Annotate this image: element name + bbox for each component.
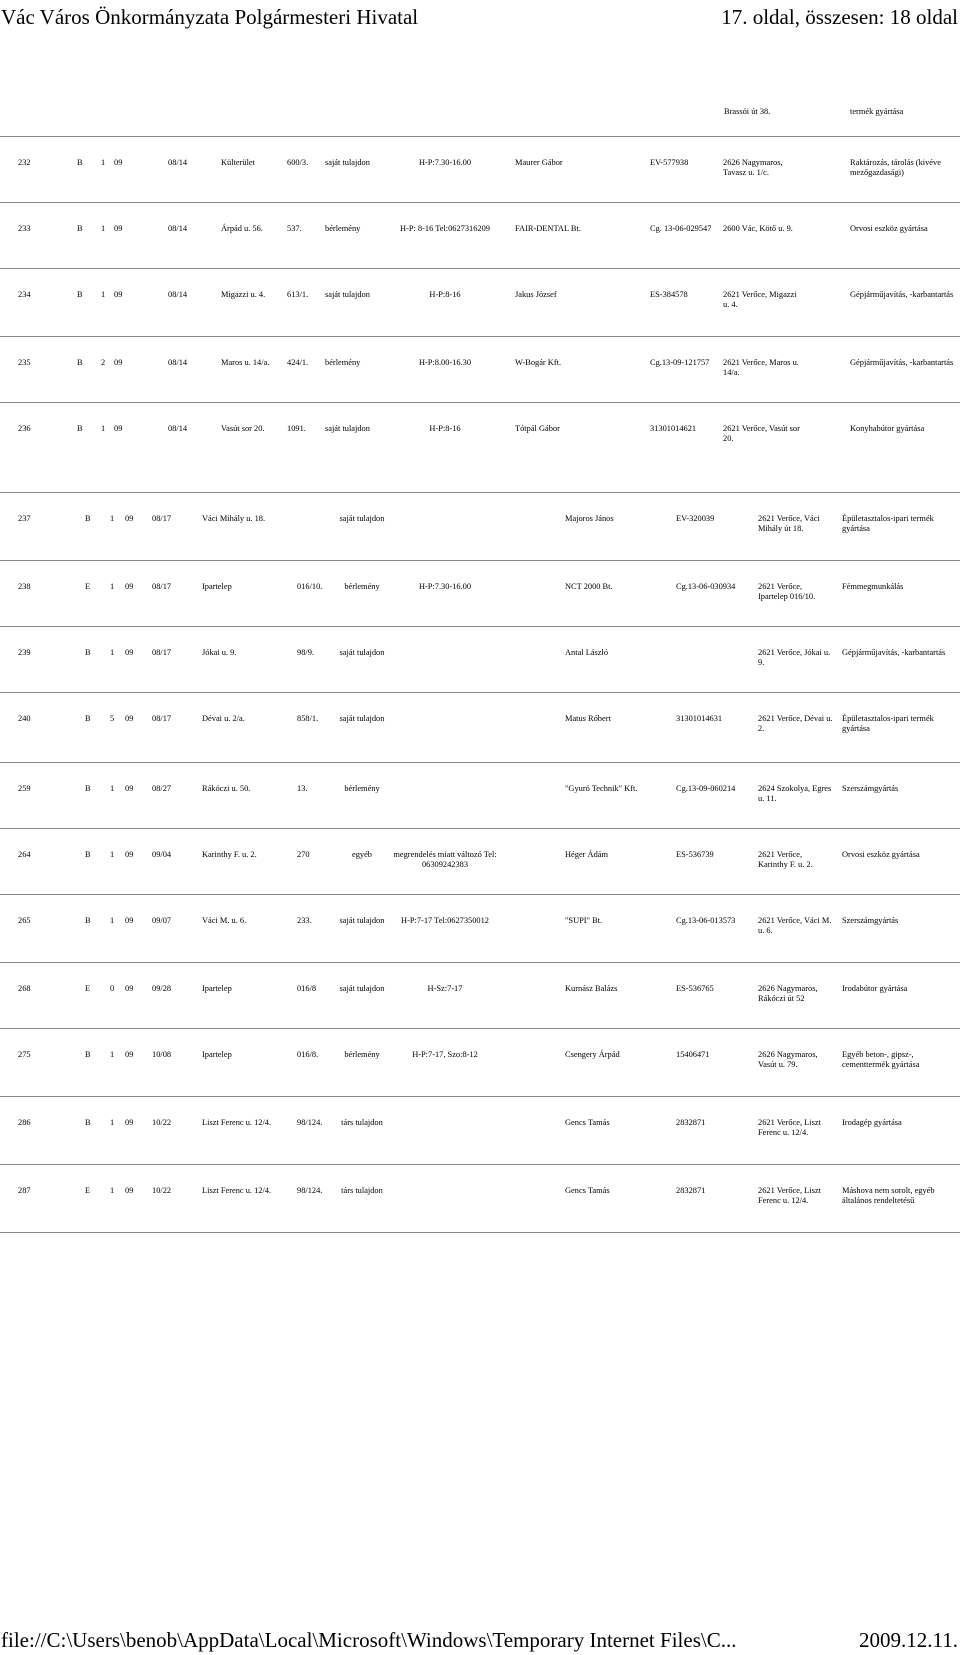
type-code: B bbox=[85, 514, 91, 523]
operator-address: 2624 Szokolya, Egres u. 11. bbox=[758, 784, 832, 803]
date: 08/17 bbox=[152, 714, 172, 723]
operator-address: 2626 Nagymaros, Vasút u. 79. bbox=[758, 1050, 818, 1069]
opening-hours: H-P:7-17 Tel:0627350012 bbox=[401, 916, 489, 925]
registration-number: 15406471 bbox=[676, 1050, 710, 1059]
opening-hours: H-P:7.30-16.00 bbox=[418, 158, 472, 167]
site-address: Liszt Ferenc u. 12/4. bbox=[202, 1186, 272, 1195]
operator-address: 2621 Verőce, Ipartelep 016/10. bbox=[758, 582, 816, 601]
type-code: B bbox=[85, 784, 91, 793]
ownership: egyéb bbox=[352, 850, 372, 859]
operator-name: Antal László bbox=[565, 648, 609, 657]
ownership: saját tulajdon bbox=[339, 984, 385, 993]
parcel-number: 233. bbox=[297, 916, 312, 925]
year: 09 bbox=[125, 582, 134, 591]
activity: Épületasztalos-ipari termék gyártása bbox=[842, 514, 934, 533]
site-address: Váci M. u. 6. bbox=[202, 916, 247, 925]
continued-activity: termék gyártása bbox=[850, 107, 904, 116]
site-address: Ipartelep bbox=[202, 1050, 232, 1059]
opening-hours: megrendelés miatt változó Tel: 06309242383 bbox=[393, 850, 497, 869]
ownership: saját tulajdon bbox=[339, 514, 385, 523]
date: 08/17 bbox=[152, 514, 172, 523]
year: 09 bbox=[114, 358, 123, 367]
year: 09 bbox=[125, 648, 134, 657]
ownership: bérlemény bbox=[344, 784, 380, 793]
operator-name: FAIR-DENTAL Bt. bbox=[515, 224, 581, 233]
operator-address: 2621 Verőce, Maros u. 14/a. bbox=[723, 358, 799, 377]
operator-address: 2621 Verőce, Dévai u. 2. bbox=[758, 714, 833, 733]
operator-name: Héger Ádám bbox=[565, 850, 609, 859]
year: 09 bbox=[114, 290, 123, 299]
row-separator bbox=[0, 492, 960, 493]
ownership: saját tulajdon bbox=[339, 916, 385, 925]
row-separator bbox=[0, 336, 960, 337]
parcel-number: 613/1. bbox=[287, 290, 309, 299]
activity: Szerszámgyártás bbox=[842, 784, 899, 793]
site-address: Ipartelep bbox=[202, 984, 232, 993]
type-code: B bbox=[85, 850, 91, 859]
parcel-number: 858/1. bbox=[297, 714, 319, 723]
operator-name: "Gyuró Technik" Kft. bbox=[565, 784, 638, 793]
count: 1 bbox=[110, 916, 115, 925]
row-number: 287 bbox=[18, 1186, 31, 1195]
count: 1 bbox=[101, 224, 106, 233]
activity: Irodagép gyártása bbox=[842, 1118, 902, 1127]
type-code: E bbox=[85, 984, 91, 993]
activity: Gépjárműjavítás, -karbantartás bbox=[850, 358, 954, 367]
site-address: Dévai u. 2/a. bbox=[202, 714, 245, 723]
date: 09/07 bbox=[152, 916, 172, 925]
row-separator bbox=[0, 894, 960, 895]
type-code: B bbox=[85, 714, 91, 723]
opening-hours: H-P:7.30-16.00 bbox=[418, 582, 472, 591]
row-separator bbox=[0, 202, 960, 203]
year: 09 bbox=[125, 850, 134, 859]
row-separator bbox=[0, 962, 960, 963]
registration-number: Cg. 13-06-029547 bbox=[650, 224, 712, 233]
operator-name: "SUPI" Bt. bbox=[565, 916, 603, 925]
site-address: Külterület bbox=[221, 158, 255, 167]
activity: Máshova nem sorolt, egyéb általános rendeltetésű bbox=[842, 1186, 935, 1205]
operator-address: 2626 Nagymaros, Tavasz u. 1/c. bbox=[723, 158, 783, 177]
site-address: Maros u. 14/a. bbox=[221, 358, 270, 367]
operator-address: 2621 Verőce, Liszt Ferenc u. 12/4. bbox=[758, 1118, 821, 1137]
row-number: 232 bbox=[18, 158, 31, 167]
operator-name: Maurer Gábor bbox=[515, 158, 563, 167]
operator-address: 2621 Verőce, Váci Mihály út 18. bbox=[758, 514, 820, 533]
registration-number: Cg.13-09-060214 bbox=[676, 784, 736, 793]
date: 09/04 bbox=[152, 850, 172, 859]
date: 10/22 bbox=[152, 1186, 172, 1195]
type-code: B bbox=[85, 1050, 91, 1059]
site-address: Vasút sor 20. bbox=[221, 424, 265, 433]
type-code: B bbox=[77, 158, 83, 167]
parcel-number: 016/10. bbox=[297, 582, 323, 591]
site-address: Árpád u. 56. bbox=[221, 224, 263, 233]
date: 08/17 bbox=[152, 648, 172, 657]
opening-hours: H-P: 8-16 Tel:0627316209 bbox=[400, 224, 490, 233]
ownership: bérlemény bbox=[325, 358, 361, 367]
opening-hours: H-P:8-16 bbox=[429, 290, 461, 299]
year: 09 bbox=[125, 714, 134, 723]
operator-name: Majoros János bbox=[565, 514, 614, 523]
row-separator bbox=[0, 828, 960, 829]
operator-name: W-Bogár Kft. bbox=[515, 358, 562, 367]
ownership: bérlemény bbox=[325, 224, 361, 233]
operator-address: 2626 Nagymaros, Rákóczi út 52 bbox=[758, 984, 818, 1003]
ownership: saját tulajdon bbox=[325, 424, 370, 433]
count: 1 bbox=[110, 648, 115, 657]
registration-number: EV-320039 bbox=[676, 514, 715, 523]
site-address: Rákóczi u. 50. bbox=[202, 784, 251, 793]
date: 08/14 bbox=[168, 158, 188, 167]
date: 08/14 bbox=[168, 358, 188, 367]
opening-hours: H-P:8-16 bbox=[429, 424, 461, 433]
date: 08/27 bbox=[152, 784, 172, 793]
registration-number: Cg.13-09-121757 bbox=[650, 358, 710, 367]
operator-name: NCT 2000 Bt. bbox=[565, 582, 613, 591]
row-number: 236 bbox=[18, 424, 31, 433]
year: 09 bbox=[125, 784, 134, 793]
registration-number: ES-384578 bbox=[650, 290, 688, 299]
type-code: B bbox=[85, 648, 91, 657]
row-number: 237 bbox=[18, 514, 31, 523]
count: 5 bbox=[110, 714, 115, 723]
type-code: B bbox=[85, 916, 91, 925]
page-number: 17. oldal, összesen: 18 oldal bbox=[721, 5, 958, 29]
row-number: 275 bbox=[18, 1050, 31, 1059]
ownership: saját tulajdon bbox=[339, 714, 385, 723]
row-number: 233 bbox=[18, 224, 31, 233]
operator-name: Gencs Tamás bbox=[565, 1118, 610, 1127]
count: 1 bbox=[110, 582, 115, 591]
count: 2 bbox=[101, 358, 106, 367]
site-address: Liszt Ferenc u. 12/4. bbox=[202, 1118, 272, 1127]
registration-number: Cg.13-06-030934 bbox=[676, 582, 736, 591]
row-number: 265 bbox=[18, 916, 31, 925]
operator-name: Matus Róbert bbox=[565, 714, 611, 723]
registration-number: 31301014631 bbox=[676, 714, 723, 723]
count: 1 bbox=[110, 514, 115, 523]
registration-number: ES-536765 bbox=[676, 984, 714, 993]
ownership: saját tulajdon bbox=[339, 648, 385, 657]
year: 09 bbox=[125, 916, 134, 925]
date: 08/14 bbox=[168, 290, 188, 299]
operator-name: Jakus József bbox=[515, 290, 557, 299]
parcel-number: 424/1. bbox=[287, 358, 309, 367]
parcel-number: 016/8. bbox=[297, 1050, 319, 1059]
activity: Szerszámgyártás bbox=[842, 916, 899, 925]
footer-file-path: file://C:\Users\benob\AppData\Local\Microsoft\Windows\Temporary Internet Files\C... bbox=[1, 1628, 737, 1652]
parcel-number: 1091. bbox=[287, 424, 306, 433]
activity: Egyéb beton-, gipsz-, cementtermék gyártása bbox=[842, 1050, 920, 1069]
registration-number: 31301014621 bbox=[650, 424, 697, 433]
parcel-number: 98/9. bbox=[297, 648, 314, 657]
ownership: bérlemény bbox=[344, 582, 380, 591]
type-code: B bbox=[77, 358, 83, 367]
year: 09 bbox=[125, 1118, 134, 1127]
type-code: E bbox=[85, 582, 91, 591]
date: 08/17 bbox=[152, 582, 172, 591]
operator-name: Csengery Árpád bbox=[565, 1050, 620, 1059]
row-separator bbox=[0, 560, 960, 561]
type-code: E bbox=[85, 1186, 91, 1195]
parcel-number: 98/124. bbox=[297, 1186, 323, 1195]
year: 09 bbox=[125, 1186, 134, 1195]
activity: Gépjárműjavítás, -karbantartás bbox=[842, 648, 946, 657]
count: 1 bbox=[110, 1050, 115, 1059]
opening-hours: H-Sz:7-17 bbox=[427, 984, 463, 993]
row-separator bbox=[0, 268, 960, 269]
operator-address: 2600 Vác, Kötő u. 9. bbox=[723, 224, 793, 233]
type-code: B bbox=[85, 1118, 91, 1127]
row-number: 239 bbox=[18, 648, 31, 657]
ownership: társ tulajdon bbox=[341, 1118, 383, 1127]
activity: Irodabútor gyártása bbox=[842, 984, 908, 993]
parcel-number: 016/8 bbox=[297, 984, 317, 993]
count: 1 bbox=[110, 1118, 115, 1127]
activity: Konyhabútor gyártása bbox=[850, 424, 925, 433]
row-number: 264 bbox=[18, 850, 31, 859]
count: 1 bbox=[101, 290, 106, 299]
year: 09 bbox=[125, 514, 134, 523]
activity: Raktározás, tárolás (kivéve mezőgazdasági) bbox=[850, 158, 941, 177]
site-address: Jókai u. 9. bbox=[202, 648, 237, 657]
parcel-number: 600/3. bbox=[287, 158, 309, 167]
row-number: 235 bbox=[18, 358, 31, 367]
row-separator bbox=[0, 136, 960, 137]
row-number: 268 bbox=[18, 984, 31, 993]
page-header-title: Vác Város Önkormányzata Polgármesteri Hivatal bbox=[1, 5, 419, 29]
operator-address: 2621 Verőce, Jókai u. 9. bbox=[758, 648, 831, 667]
operator-address: 2621 Verőce, Vasút sor 20. bbox=[723, 424, 800, 443]
row-separator bbox=[0, 1164, 960, 1165]
activity: Orvosi eszköz gyártása bbox=[842, 850, 920, 859]
row-separator bbox=[0, 626, 960, 627]
year: 09 bbox=[114, 224, 123, 233]
count: 1 bbox=[110, 784, 115, 793]
date: 10/08 bbox=[152, 1050, 172, 1059]
ownership: saját tulajdon bbox=[325, 158, 370, 167]
site-address: Ipartelep bbox=[202, 582, 232, 591]
ownership: saját tulajdon bbox=[325, 290, 370, 299]
operator-name: Tótpál Gábor bbox=[515, 424, 560, 433]
date: 09/28 bbox=[152, 984, 172, 993]
type-code: B bbox=[77, 224, 83, 233]
ownership: bérlemény bbox=[344, 1050, 380, 1059]
year: 09 bbox=[125, 984, 134, 993]
operator-address: 2621 Verőce, Váci M. u. 6. bbox=[758, 916, 832, 935]
registration-number: 2832871 bbox=[676, 1186, 706, 1195]
continued-address: Brassói út 38. bbox=[724, 107, 771, 116]
operator-name: Gencs Tamás bbox=[565, 1186, 610, 1195]
count: 1 bbox=[110, 1186, 115, 1195]
parcel-number: 537. bbox=[287, 224, 302, 233]
count: 1 bbox=[101, 424, 106, 433]
row-number: 238 bbox=[18, 582, 31, 591]
operator-address: 2621 Verőce, Karinthy F. u. 2. bbox=[758, 850, 813, 869]
type-code: B bbox=[77, 424, 83, 433]
row-separator bbox=[0, 692, 960, 693]
registration-number: Cg.13-06-013573 bbox=[676, 916, 736, 925]
opening-hours: H-P:8.00-16.30 bbox=[418, 358, 472, 367]
type-code: B bbox=[77, 290, 83, 299]
row-number: 234 bbox=[18, 290, 31, 299]
ownership: társ tulajdon bbox=[341, 1186, 383, 1195]
count: 1 bbox=[101, 158, 106, 167]
year: 09 bbox=[114, 424, 123, 433]
page-footer bbox=[0, 1627, 960, 1655]
site-address: Migazzi u. 4. bbox=[221, 290, 266, 299]
opening-hours: H-P:7-17, Szo:8-12 bbox=[412, 1050, 478, 1059]
count: 0 bbox=[110, 984, 115, 993]
registration-number: EV-577938 bbox=[650, 158, 689, 167]
activity: Gépjárműjavítás, -karbantartás bbox=[850, 290, 954, 299]
activity: Fémmegmunkálás bbox=[842, 582, 904, 591]
activity: Orvosi eszköz gyártása bbox=[850, 224, 928, 233]
year: 09 bbox=[125, 1050, 134, 1059]
date: 08/14 bbox=[168, 224, 188, 233]
site-address: Karinthy F. u. 2. bbox=[202, 850, 257, 859]
row-number: 240 bbox=[18, 714, 31, 723]
site-address: Váci Mihály u. 18. bbox=[202, 514, 266, 523]
footer-date: 2009.12.11. bbox=[859, 1628, 958, 1652]
registration-number: ES-536739 bbox=[676, 850, 714, 859]
row-separator bbox=[0, 1096, 960, 1097]
date: 10/22 bbox=[152, 1118, 172, 1127]
date: 08/14 bbox=[168, 424, 188, 433]
count: 1 bbox=[110, 850, 115, 859]
row-separator bbox=[0, 402, 960, 403]
operator-address: 2621 Verőce, Migazzi u. 4. bbox=[723, 290, 797, 309]
operator-name: Kurnász Balázs bbox=[565, 984, 618, 993]
parcel-number: 98/124. bbox=[297, 1118, 323, 1127]
activity: Épületasztalos-ipari termék gyártása bbox=[842, 714, 934, 733]
registration-number: 2832871 bbox=[676, 1118, 706, 1127]
row-separator bbox=[0, 1028, 960, 1029]
parcel-number: 13. bbox=[297, 784, 308, 793]
row-separator bbox=[0, 762, 960, 763]
operator-address: 2621 Verőce, Liszt Ferenc u. 12/4. bbox=[758, 1186, 821, 1205]
parcel-number: 270 bbox=[297, 850, 310, 859]
row-number: 259 bbox=[18, 784, 31, 793]
row-number: 286 bbox=[18, 1118, 31, 1127]
row-separator bbox=[0, 1232, 960, 1233]
year: 09 bbox=[114, 158, 123, 167]
